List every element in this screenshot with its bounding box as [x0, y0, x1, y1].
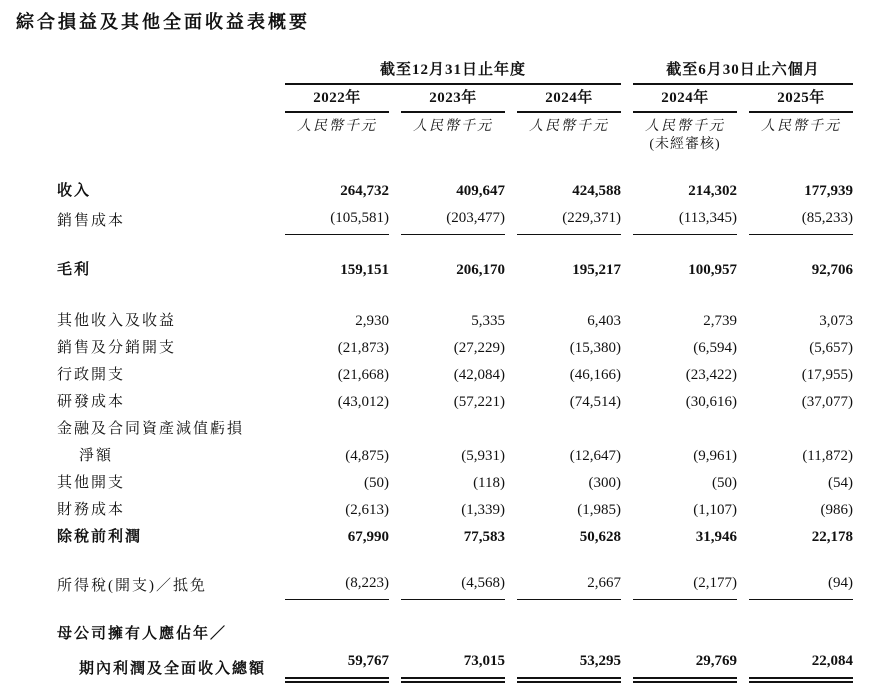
row-label: 期內利潤及全面收入總額 [79, 661, 267, 677]
value-cell: 2,739 [703, 313, 737, 329]
col-group-annual: 截至12月31日止年度 [285, 60, 621, 85]
value-cell: (4,568) [401, 570, 505, 600]
row-rd-costs [57, 389, 857, 416]
value-cell: (17,955) [801, 367, 853, 383]
value-cell: 195,217 [572, 262, 621, 278]
row-label: 淨額 [79, 448, 114, 464]
row-cost-of-sales [57, 205, 857, 235]
value-cell: (300) [588, 475, 621, 491]
value-cell: (229,371) [517, 205, 621, 235]
row-label: 收入 [57, 183, 92, 199]
value-cell: 50,628 [579, 529, 621, 545]
value-cell: (6,594) [693, 340, 737, 356]
row-other-income [57, 308, 857, 335]
unit-label: 人民幣千元 [413, 119, 493, 134]
row-label: 銷售及分銷開支 [57, 340, 177, 356]
row-attributable-to-owners-label [57, 621, 857, 648]
value-cell: (1,339) [461, 502, 505, 518]
empty-header-cell [57, 110, 273, 113]
unaudited-note: (未經審核) [649, 137, 721, 152]
value-cell: (105,581) [285, 205, 389, 235]
income-statement-table [57, 60, 857, 683]
value-cell: (21,873) [337, 340, 389, 356]
row-label: 毛利 [57, 262, 92, 278]
value-cell: 206,170 [456, 262, 505, 278]
unaudited-note-row [57, 136, 857, 154]
value-cell: (42,084) [453, 367, 505, 383]
value-cell: (50) [364, 475, 389, 491]
value-cell: (118) [473, 475, 505, 491]
year-header-2024: 2024年 [517, 88, 621, 113]
value-cell: 409,647 [456, 183, 505, 199]
value-cell: 22,178 [811, 529, 853, 545]
row-revenue [57, 178, 857, 205]
row-impairment-loss-net [57, 443, 857, 470]
value-cell: (30,616) [685, 394, 737, 410]
section-spacer [57, 600, 857, 621]
value-cell: (23,422) [685, 367, 737, 383]
value-cell: (94) [749, 570, 853, 600]
row-other-expenses [57, 470, 857, 497]
unit-label: 人民幣千元 [529, 119, 609, 134]
value-cell: (9,961) [693, 448, 737, 464]
value-cell: (21,668) [337, 367, 389, 383]
value-cell: (50) [712, 475, 737, 491]
value-cell: (203,477) [401, 205, 505, 235]
row-label: 除稅前利潤 [57, 529, 143, 545]
row-gross-profit [57, 257, 857, 284]
value-cell: (12,647) [569, 448, 621, 464]
value-cell: 22,084 [749, 648, 853, 683]
col-group-interim: 截至6月30日止六個月 [633, 60, 853, 85]
year-header-2024-interim: 2024年 [633, 88, 737, 113]
section-spacer [57, 235, 857, 257]
value-cell: (986) [820, 502, 853, 518]
row-total-profit-comprehensive-income [57, 648, 857, 683]
value-cell: (1,107) [693, 502, 737, 518]
value-cell: 92,706 [811, 262, 853, 278]
value-cell: (54) [828, 475, 853, 491]
year-header-2025-interim: 2025年 [749, 88, 853, 113]
value-cell: (113,345) [633, 205, 737, 235]
value-cell: 73,015 [401, 648, 505, 683]
value-cell: (15,380) [569, 340, 621, 356]
value-cell: (5,657) [809, 340, 853, 356]
value-cell: 424,588 [572, 183, 621, 199]
value-cell: 59,767 [285, 648, 389, 683]
column-group-row [57, 60, 857, 85]
value-cell: 159,151 [340, 262, 389, 278]
row-label: 金融及合同資產減值虧損 [57, 421, 245, 437]
row-label: 行政開支 [57, 367, 126, 383]
row-label: 母公司擁有人應佔年／ [57, 626, 228, 642]
section-spacer [57, 551, 857, 570]
row-finance-costs [57, 497, 857, 524]
row-profit-before-tax [57, 524, 857, 551]
value-cell: 177,939 [804, 183, 853, 199]
value-cell: 31,946 [695, 529, 737, 545]
row-label: 財務成本 [57, 502, 126, 518]
value-cell: 77,583 [463, 529, 505, 545]
value-cell: (37,077) [801, 394, 853, 410]
value-cell: (1,985) [577, 502, 621, 518]
row-selling-distribution-expenses [57, 335, 857, 362]
row-label: 其他收入及收益 [57, 313, 177, 329]
value-cell: (85,233) [749, 205, 853, 235]
unit-label: 人民幣千元 [297, 119, 377, 134]
value-cell: 100,957 [688, 262, 737, 278]
value-cell: 2,930 [355, 313, 389, 329]
value-cell: (74,514) [569, 394, 621, 410]
value-cell: (2,177) [633, 570, 737, 600]
value-cell: 3,073 [819, 313, 853, 329]
value-cell: 2,667 [517, 570, 621, 600]
row-label: 研發成本 [57, 394, 126, 410]
unit-label: 人民幣千元 [645, 119, 725, 134]
row-income-tax [57, 570, 857, 600]
unit-label: 人民幣千元 [761, 119, 841, 134]
unit-row [57, 118, 857, 136]
value-cell: 264,732 [340, 183, 389, 199]
value-cell: (11,872) [802, 448, 853, 464]
value-cell: 6,403 [587, 313, 621, 329]
section-spacer [57, 284, 857, 308]
value-cell: (46,166) [569, 367, 621, 383]
value-cell: 214,302 [688, 183, 737, 199]
row-impairment-loss-label [57, 416, 857, 443]
value-cell: 5,335 [471, 313, 505, 329]
row-label: 其他開支 [57, 475, 126, 491]
value-cell: (8,223) [285, 570, 389, 600]
year-header-row [57, 88, 857, 113]
row-label: 銷售成本 [57, 213, 126, 229]
value-cell: 53,295 [517, 648, 621, 683]
row-label: 所得稅(開支)／抵免 [57, 578, 207, 594]
value-cell: 29,769 [633, 648, 737, 683]
value-cell: (4,875) [345, 448, 389, 464]
value-cell: 67,990 [347, 529, 389, 545]
value-cell: (2,613) [345, 502, 389, 518]
row-administrative-expenses [57, 362, 857, 389]
year-header-2023: 2023年 [401, 88, 505, 113]
value-cell: (5,931) [461, 448, 505, 464]
value-cell: (27,229) [453, 340, 505, 356]
value-cell: (57,221) [453, 394, 505, 410]
value-cell: (43,012) [337, 394, 389, 410]
year-header-2022: 2022年 [285, 88, 389, 113]
page-title: 綜合損益及其他全面收益表概要 [16, 12, 310, 32]
